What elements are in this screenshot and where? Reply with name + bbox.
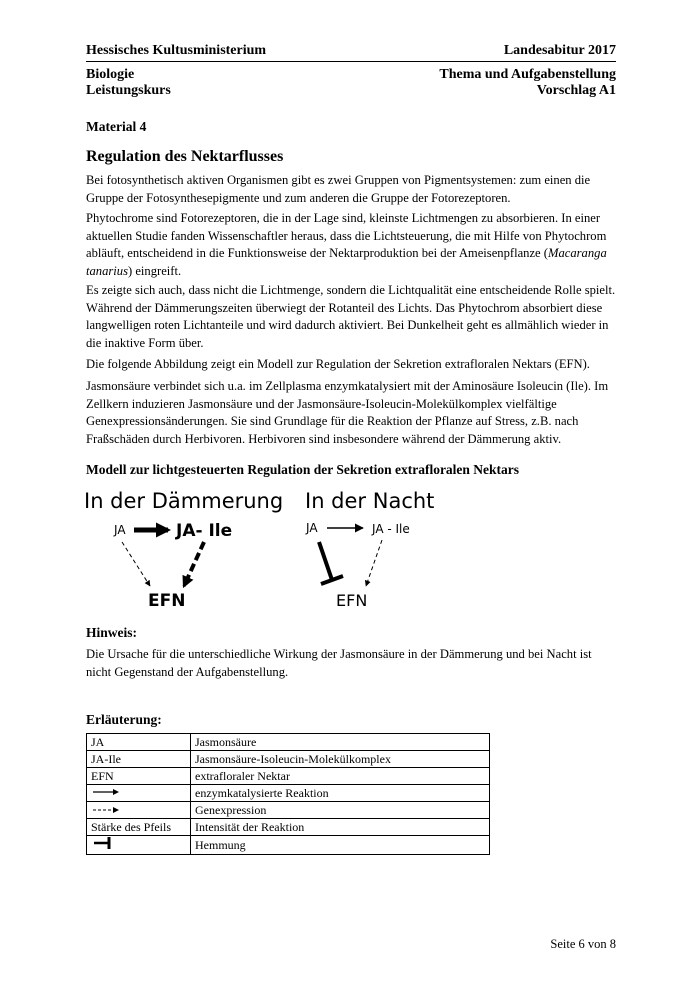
note-label: Hinweis: xyxy=(86,625,138,640)
legend-row xyxy=(87,768,490,785)
legend-symbol-cell xyxy=(87,836,191,855)
header-topic: Thema und Aufgabenstellung xyxy=(439,67,616,82)
header-ministry: Hessisches Kultusministerium xyxy=(86,43,267,58)
dashed-arrow-icon xyxy=(91,804,121,814)
legend-row xyxy=(87,751,490,768)
paragraph-2-end: ) eingreift. xyxy=(128,263,182,278)
dusk-ja-to-efn-arrow xyxy=(122,542,150,586)
legend-term: EFN xyxy=(87,768,191,785)
legend-desc: extrafloraler Nektar xyxy=(191,768,490,785)
legend-row xyxy=(87,819,490,836)
legend-desc: Jasmonsäure xyxy=(191,734,490,751)
regulation-model-diagram xyxy=(80,482,440,620)
species-name: Macaranga tanarius xyxy=(86,246,607,278)
legend-desc: enzymkatalysierte Reaktion xyxy=(191,785,490,802)
legend-symbol-cell xyxy=(87,802,191,819)
header-course: Leistungskurs xyxy=(86,83,171,98)
paragraph-5: Jasmonsäure verbindet sich u.a. im Zellplasma enzymkatalysiert mit der Aminosäure Isoleucin (Ile). Im Zellkern induzieren Jasmonsäure und der Jasmonsäure-Isoleucin-Molekülkomplex vielfältige Genexpressionsänderungen. Sie sind Grundlage für die Reaktion der Pflanze auf Stress, z.B. nach Fraßschäden durch Herbivoren. Herbivoren sind insbesondere während der Dämmerung aktiv. xyxy=(86,379,609,446)
legend-term: JA-Ile xyxy=(87,751,191,768)
dusk-jaile-label: JA- Ile xyxy=(176,521,233,541)
legend-desc: Genexpression xyxy=(191,802,490,819)
paragraph-4: Die folgende Abbildung zeigt ein Modell zur Regulation der Sekretion extrafloralen Nektars (EFN). xyxy=(86,357,590,371)
dusk-title: In der Dämmerung xyxy=(84,489,284,513)
material-label: Material 4 xyxy=(86,119,147,134)
legend-label: Erläuterung: xyxy=(86,712,162,727)
night-efn-label: EFN xyxy=(336,591,368,610)
paragraph-3: Es zeigte sich auch, dass nicht die Lichtmenge, sondern die Lichtqualität eine entscheidende Rolle spielt. Während der Dämmerungszeiten überwiegt der Rotanteil des Lichts. Das Phytochrom absorbiert diese langwelligen roten Lichtanteile und wird dadurch aktiviert. Bei Dunkelheit geht es allmählich wieder in die inaktive Form über. xyxy=(86,283,616,350)
header-exam: Landesabitur 2017 xyxy=(503,43,616,58)
paragraph-2-start: Phytochrome sind Fotorezeptoren, die in der Lage sind, kleinste Lichtmengen zu absorbieren. In einer aktuellen Studie fanden Wissenschaftler heraus, dass die Lichtsteuerung, die mit Hilfe von Phytochrom abläuft, entscheidend in die Funktionsweise der Nektarproduktion bei der Ameisenpflanze ( xyxy=(86,211,607,260)
legend-desc: Hemmung xyxy=(191,836,490,855)
paragraph-2 xyxy=(86,210,616,280)
night-title: In der Nacht xyxy=(305,489,435,513)
inhibition-icon xyxy=(91,836,115,850)
legend-row xyxy=(87,785,490,802)
night-jaile-to-efn-arrow xyxy=(366,540,382,586)
dusk-jaile-to-efn-arrow xyxy=(184,542,204,586)
paragraph-1: Bei fotosynthetisch aktiven Organismen gibt es zwei Gruppen von Pigmentsystemen: zum einen die Gruppe der Fotosynthesepigmente und zum anderen die Gruppe der Fotorezeptoren. xyxy=(86,173,591,205)
night-jaile-label: JA - Ile xyxy=(372,522,410,536)
model-heading: Modell zur lichtgesteuerten Regulation der Sekretion extrafloralen Nektars xyxy=(86,462,520,477)
night-ja-label: JA xyxy=(306,521,318,535)
legend-row xyxy=(87,802,490,819)
header-rule xyxy=(86,61,616,62)
legend-symbol-cell xyxy=(87,785,191,802)
legend-desc: Jasmonsäure-Isoleucin-Molekülkomplex xyxy=(191,751,490,768)
header-subject: Biologie xyxy=(86,67,135,82)
legend-table xyxy=(86,733,490,855)
legend-row xyxy=(87,734,490,751)
legend-row xyxy=(87,836,490,855)
legend-term: JA xyxy=(87,734,191,751)
note-text: Die Ursache für die unterschiedliche Wirkung der Jasmonsäure in der Dämmerung und bei Nacht ist nicht Gegenstand der Aufgabenstellung. xyxy=(86,647,592,679)
legend-desc: Intensität der Reaktion xyxy=(191,819,490,836)
legend-term: Stärke des Pfeils xyxy=(87,819,191,836)
page-title: Regulation des Nektarflusses xyxy=(86,148,284,165)
night-inhibition-line xyxy=(319,542,332,580)
page-number: Seite 6 von 8 xyxy=(550,937,616,951)
dusk-efn-label: EFN xyxy=(148,591,186,611)
header-proposal: Vorschlag A1 xyxy=(536,83,616,98)
solid-arrow-icon xyxy=(91,787,121,797)
dusk-ja-label: JA xyxy=(114,523,126,537)
